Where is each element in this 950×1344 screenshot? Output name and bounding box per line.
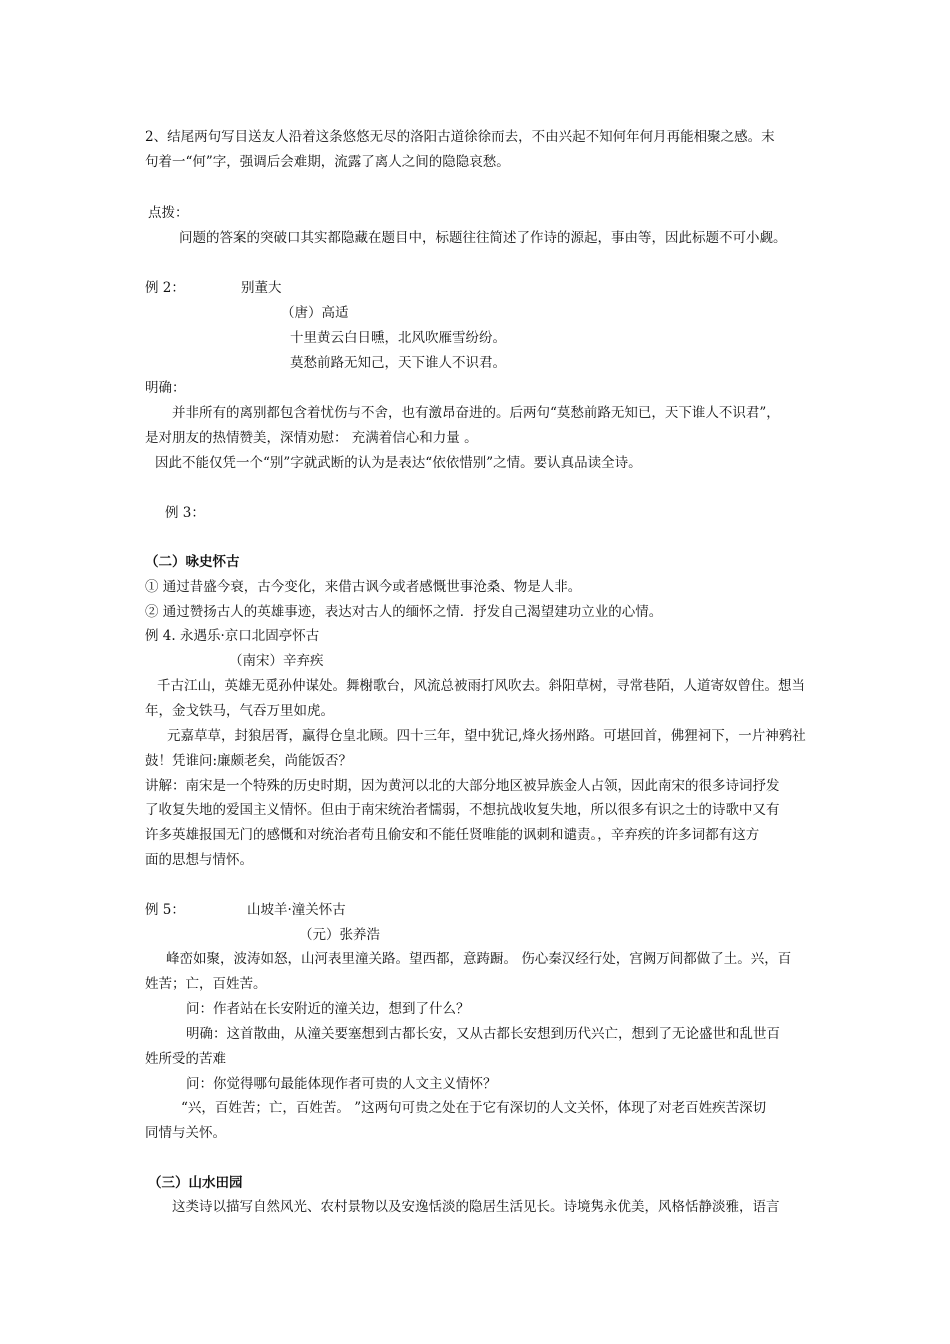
text-line: 元嘉草草，封狼居胥，赢得仓皇北顾。四十三年，望中犹记,烽火扬州路。可堪回首，佛狸祠下，一片神鸦社 (167, 728, 806, 744)
poem-line: 十里黄云白日曛，北风吹雁雪纷纷。 (290, 330, 506, 346)
poem-author: （南宋）辛弃疾 (229, 653, 324, 669)
text-line: 姓苦；亡，百姓苦。 (145, 976, 267, 992)
text-line: ② 通过赞扬古人的英雄事迹，表达对古人的缅怀之情．抒发自己渴望建功立业的心情。 (145, 604, 663, 620)
text-line: 是对朋友的热情赞美，深情劝慰： 充满着信心和力量 。 (145, 430, 478, 446)
section-heading: （二）咏史怀古 (145, 554, 240, 570)
poem-author: （唐）高适 (281, 305, 349, 321)
text-line: 问题的答案的突破口其实都隐藏在题目中，标题往往简述了作诗的源起，事由等，因此标题不可小觑。 (179, 230, 787, 246)
text-line: 姓所受的苦难 (145, 1051, 226, 1067)
text-line: 年，金戈铁马，气吞万里如虎。 (145, 703, 334, 719)
text-line: “兴，百姓苦；亡，百姓苦。 ”这两句可贵之处在于它有深切的人文关怀，体现了对老百姓疾苦深切 (181, 1100, 767, 1116)
example-label: 例 4. 永遇乐·京口北固亭怀古 (145, 628, 320, 644)
text-line: 面的思想与情怀。 (145, 852, 253, 868)
poem-title: 山坡羊·潼关怀古 (247, 902, 346, 918)
text-line: ① 通过昔盛今衰，古今变化，来借古讽今或者感慨世事沧桑、物是人非。 (145, 579, 582, 595)
text-line: 2、结尾两句写目送友人沿着这条悠悠无尽的洛阳古道徐徐而去，不由兴起不知何年何月再能相聚之感。末 (145, 129, 775, 145)
text-line: 问：你觉得哪句最能体现作者可贵的人文主义情怀？ (186, 1076, 497, 1092)
section-heading: （三）山水田园 (148, 1175, 243, 1191)
poem-title: 别董大 (241, 280, 282, 296)
text-line: 了收复失地的爱国主义情怀。但由于南宋统治者懦弱，不想抗战收复失地，所以很多有识之士的诗歌中又有 (145, 802, 780, 818)
text-line: 点拨： (148, 205, 189, 221)
text-line: 讲解：南宋是一个特殊的历史时期，因为黄河以北的大部分地区被异族金人占领，因此南宋的很多诗词抒发 (145, 778, 780, 794)
text-line: 千古江山，英雄无觅孙仲谋处。舞榭歌台，风流总被雨打风吹去。斜阳草树，寻常巷陌，人道寄奴曾住。想当 (157, 678, 805, 694)
text-line: 问：作者站在长安附近的潼关边，想到了什么？ (186, 1001, 470, 1017)
text-line: 因此不能仅凭一个“别”字就武断的认为是表达“依依惜别”之情。要认真品读全诗。 (155, 455, 642, 471)
text-line: 并非所有的离别都包含着忧伤与不舍，也有激昂奋进的。后两句“莫愁前路无知已，天下谁人不识君”， (172, 405, 780, 421)
text-line: 同情与关怀。 (145, 1125, 226, 1141)
poem-line: 莫愁前路无知己，天下谁人不识君。 (290, 355, 506, 371)
text-line: 这类诗以描写自然风光、农村景物以及安逸恬淡的隐居生活见长。诗境隽永优美，风格恬静淡雅，语言 (172, 1199, 780, 1215)
example-label: 例 3： (165, 505, 205, 521)
text-line: 许多英雄报国无门的感慨和对统治者苟且偷安和不能任贤唯能的讽刺和谴责。，辛弃疾的许多词都有这方 (145, 827, 760, 843)
text-line: 峰峦如聚，波涛如怒，山河表里潼关路。望西都，意踌蹰。 伤心秦汉经行处，宫阙万间都做了土。兴，百 (166, 951, 792, 967)
example-label: 例 2： (145, 280, 185, 296)
text-line: 明确： (145, 380, 186, 396)
text-line: 明确：这首散曲，从潼关要塞想到古都长安，又从古都长安想到历代兴亡，想到了无论盛世和乱世百 (186, 1026, 780, 1042)
example-label: 例 5： (145, 902, 185, 918)
text-line: 鼓！凭谁问:廉颇老矣，尚能饭否？ (145, 753, 353, 769)
poem-author: （元）张养浩 (299, 927, 380, 943)
text-line: 句着一“何”字，强调后会难期，流露了离人之间的隐隐哀愁。 (145, 154, 510, 170)
